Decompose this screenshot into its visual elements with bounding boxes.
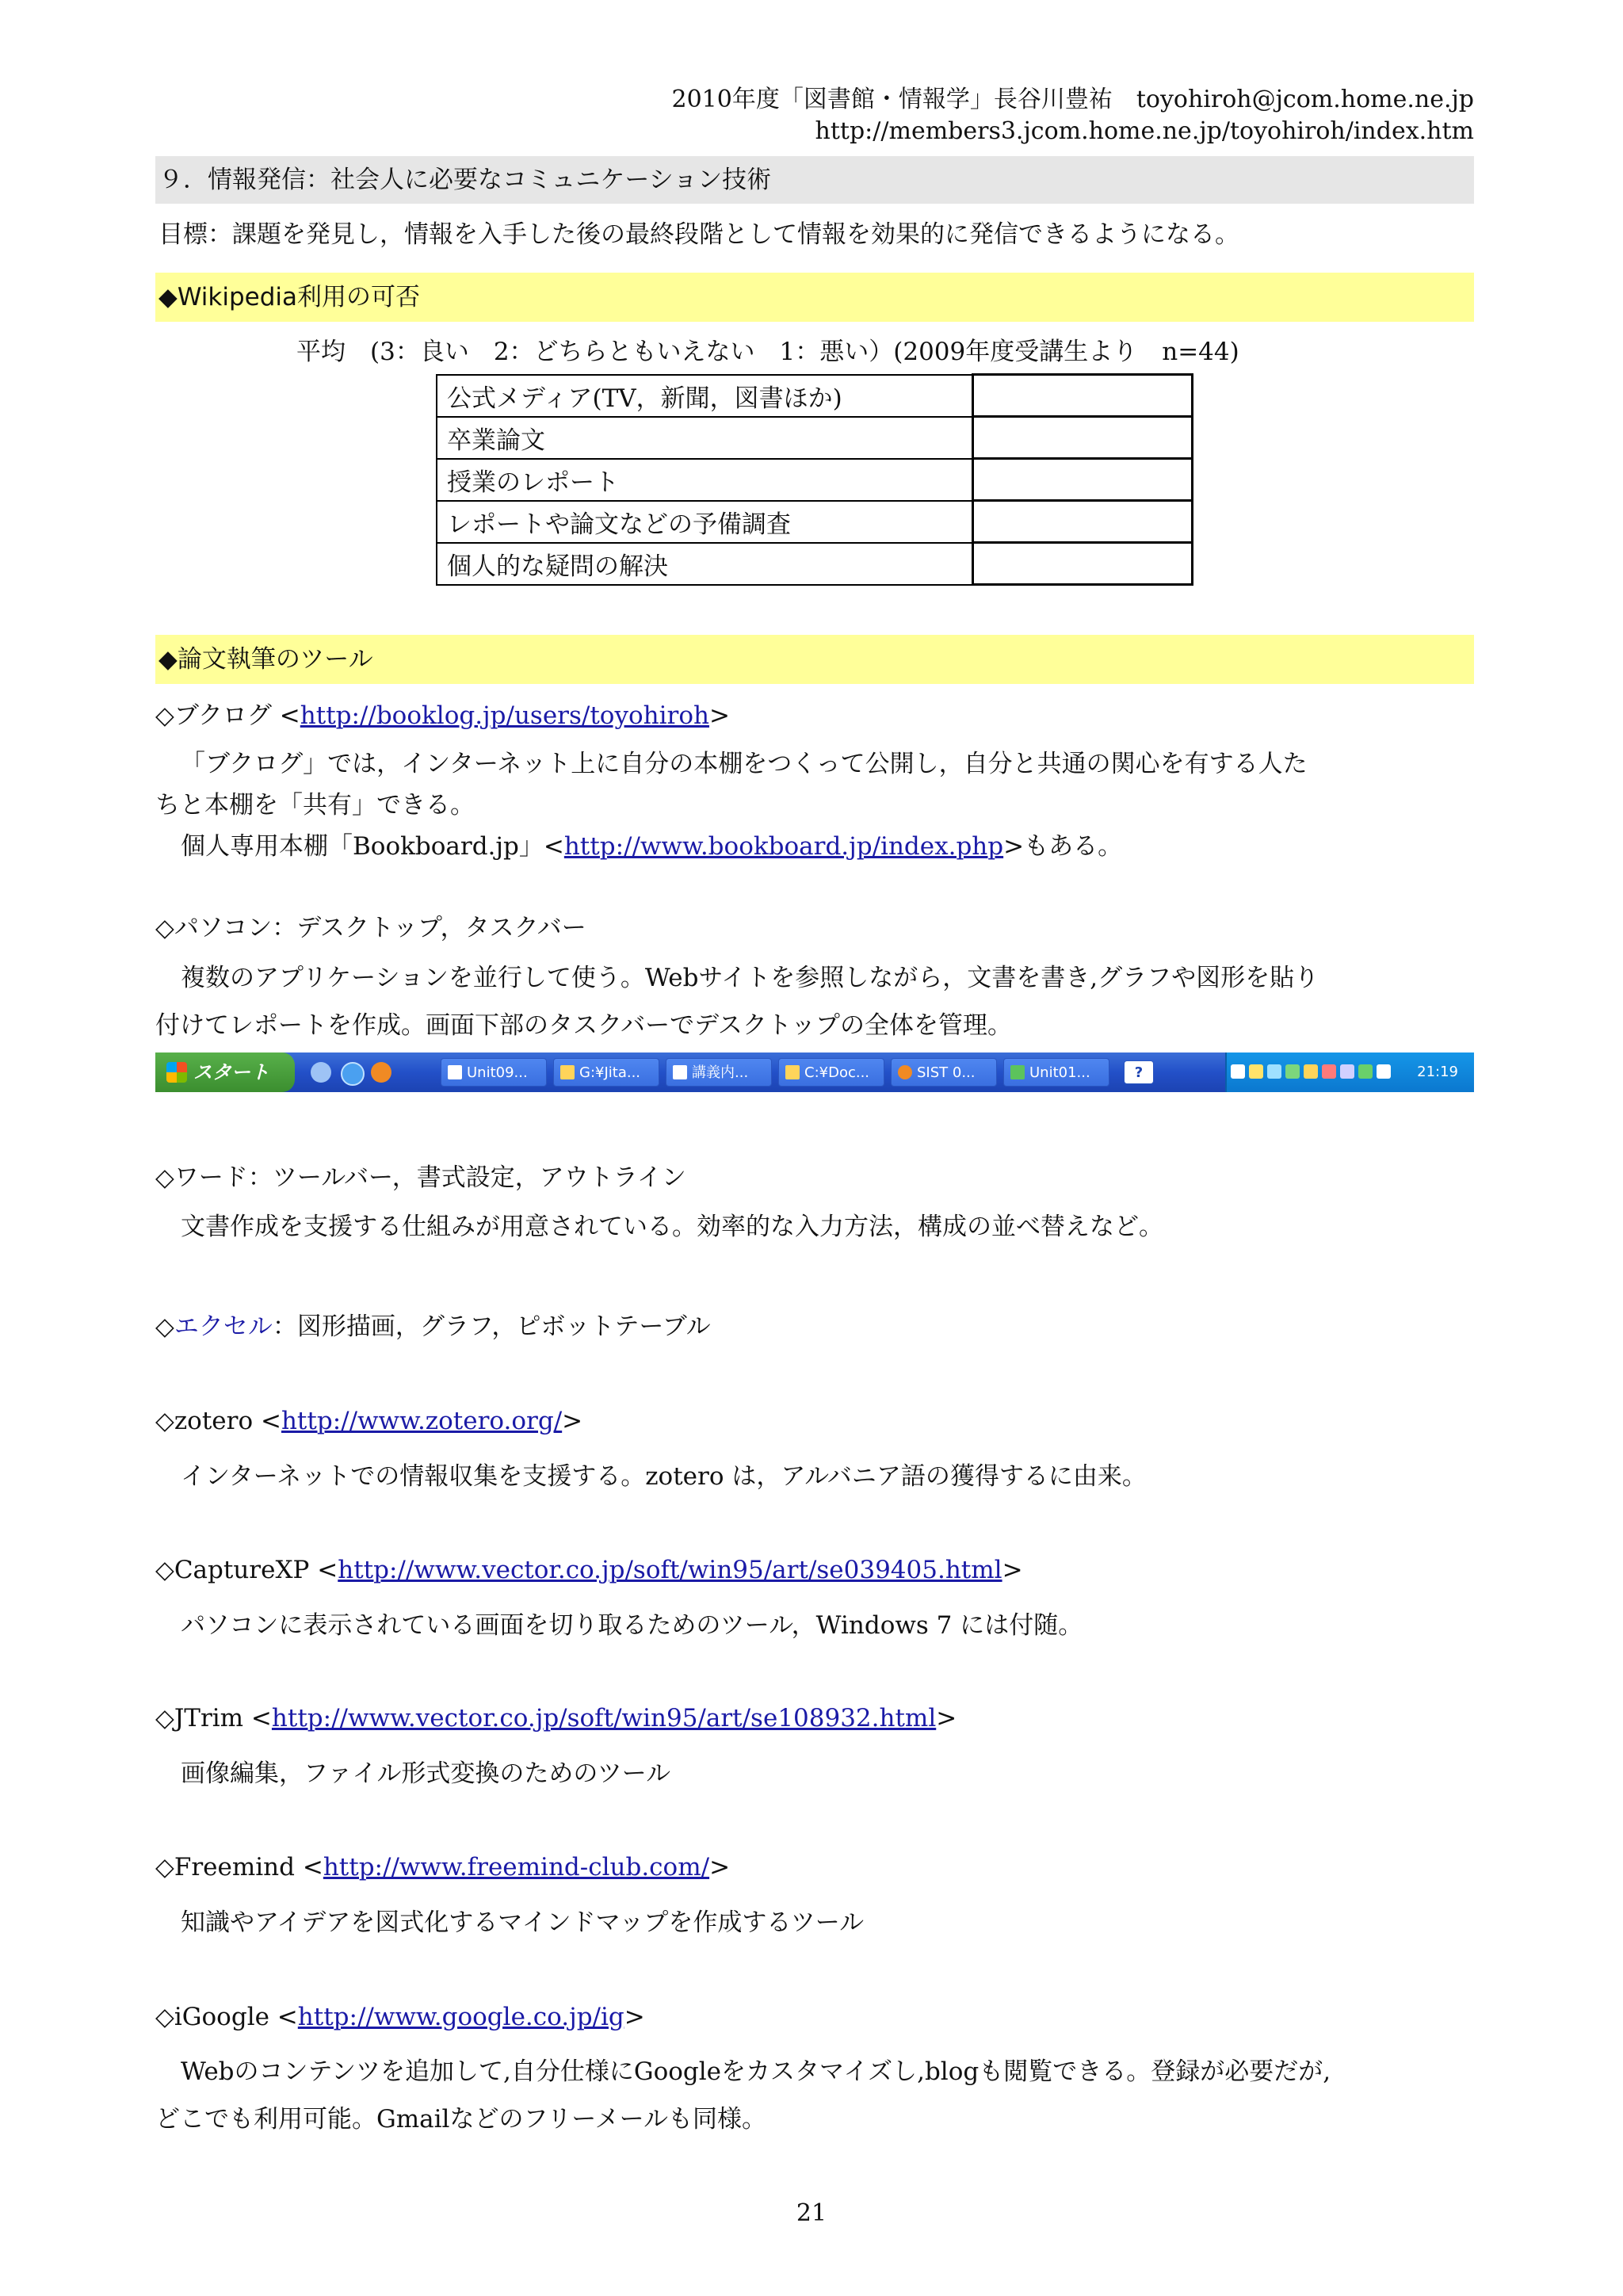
section-title: ９．情報発信：社会人に必要なコミュニケーション技術 — [155, 156, 1474, 204]
jtrim-entry: ◇JTrim <http://www.vector.co.jp/soft/win95/art/se108932.html> — [155, 1704, 957, 1733]
booklog-desc-2: ちと本棚を「共有」できる。 — [155, 791, 475, 819]
bookboard-label: 個人専用本棚「Bookboard.jp」 — [181, 832, 544, 861]
firefox-icon — [898, 1065, 912, 1079]
header-author-line: 2010年度「図書館・情報学」長谷川豊祐 toyohiroh@jcom.home.ne.jp — [671, 86, 1474, 113]
taskbar-item-label: G:¥Jita... — [579, 1064, 641, 1081]
page-number: 21 — [796, 2199, 827, 2227]
taskbar-item-label: Unit01... — [1029, 1064, 1090, 1081]
tray-icon[interactable] — [1267, 1064, 1281, 1079]
wikipedia-heading: ◆Wikipedia利用の可否 — [155, 273, 1474, 322]
zotero-name: ◇zotero — [155, 1407, 254, 1435]
taskbar-item[interactable] — [778, 1058, 884, 1087]
folder-icon — [560, 1065, 575, 1079]
wikipedia-scale-note: 平均 (3：良い 2：どちらともいえない 1：悪い）(2009年度受講生より n=44) — [296, 338, 1239, 366]
jtrim-link[interactable]: http://www.vector.co.jp/soft/win95/art/se108932.html — [271, 1704, 937, 1733]
rating-value-cell — [973, 501, 1193, 543]
zotero-entry: ◇zotero <http://www.zotero.org/> — [155, 1407, 583, 1435]
taskbar-item[interactable] — [666, 1058, 772, 1087]
word-desc: 文書作成を支援する仕組みが用意されている。効率的な入力方法，構成の並べ替えなど。 — [181, 1213, 1163, 1241]
igoogle-desc-1: Webのコンテンツを追加して,自分仕様にGoogleをカスタマイズし,blogも閲覧できる。登録が必要だが, — [181, 2057, 1331, 2086]
header-url-line: http://members3.jcom.home.ne.jp/toyohiroh/index.htm — [815, 117, 1474, 145]
capturexp-name: ◇CaptureXP — [155, 1556, 310, 1584]
tray-icon[interactable] — [1340, 1064, 1354, 1079]
word-doc-icon — [448, 1065, 462, 1079]
rating-label: 個人的な疑問の解決 — [437, 543, 973, 585]
table-row — [437, 459, 1193, 501]
ie-icon[interactable] — [341, 1062, 365, 1086]
rating-value-cell — [973, 459, 1193, 501]
taskbar-item-label: 講義内... — [692, 1064, 749, 1081]
excel-name: エクセル — [174, 1312, 273, 1341]
word-doc-icon — [673, 1065, 687, 1079]
taskbar-item[interactable] — [441, 1058, 547, 1087]
bookboard-entry: 個人専用本棚「Bookboard.jp」<http://www.bookboard.jp/index.php>もある。 — [181, 832, 1123, 861]
taskbar-item-label: C:¥Doc... — [804, 1064, 870, 1081]
taskbar-item[interactable] — [891, 1058, 997, 1087]
table-row — [437, 417, 1193, 459]
tray-icon[interactable] — [1358, 1064, 1373, 1079]
rating-label: 公式メディア(TV，新聞，図書ほか) — [437, 375, 973, 417]
igoogle-desc-2: どこでも利用可能。Gmailなどのフリーメールも同様。 — [155, 2105, 767, 2134]
freemind-name: ◇Freemind — [155, 1853, 295, 1881]
bookboard-suffix: もある。 — [1024, 832, 1123, 861]
start-button[interactable] — [155, 1052, 295, 1092]
system-tray — [1225, 1052, 1474, 1092]
desktop-icon[interactable] — [311, 1062, 331, 1083]
table-row — [437, 543, 1193, 585]
rating-label: レポートや論文などの予備調査 — [437, 501, 973, 543]
taskbar-item[interactable] — [1003, 1058, 1109, 1087]
rating-value-cell — [973, 543, 1193, 585]
tray-icon[interactable] — [1285, 1064, 1300, 1079]
help-button[interactable]: ? — [1124, 1060, 1154, 1084]
excel-entry — [155, 1306, 711, 1342]
igoogle-name: ◇iGoogle — [155, 2003, 269, 2031]
rating-value-cell — [973, 375, 1193, 417]
booklog-name: ◇ブクログ — [155, 701, 272, 730]
capturexp-entry: ◇CaptureXP <http://www.vector.co.jp/soft/win95/art/se039405.html> — [155, 1556, 1023, 1584]
taskbar-item-label: SIST 0... — [917, 1064, 976, 1081]
pc-desc-1: 複数のアプリケーションを並行して使う。Webサイトを参照しながら，文書を書き,グラフや図形を貼り — [181, 964, 1319, 992]
windows-logo-icon — [166, 1062, 187, 1083]
zotero-desc: インターネットでの情報収集を支援する。zotero は，アルバニア語の獲得するに由来。 — [181, 1462, 1147, 1491]
capturexp-desc: パソコンに表示されている画面を切り取るためのツール，Windows 7 には付随。 — [181, 1611, 1083, 1640]
rating-value-cell — [973, 417, 1193, 459]
booklog-entry: ◇ブクログ <http://booklog.jp/users/toyohiroh> — [155, 701, 730, 730]
booklog-link[interactable]: http://booklog.jp/users/toyohiroh — [300, 701, 709, 730]
rating-label: 授業のレポート — [437, 459, 973, 501]
word-entry: ◇ワード：ツールバー，書式設定，アウトライン — [155, 1163, 686, 1192]
excel-icon — [1010, 1065, 1025, 1079]
jtrim-name: ◇JTrim — [155, 1704, 244, 1733]
tray-icon[interactable] — [1231, 1064, 1245, 1079]
taskbar-screenshot — [155, 1052, 1474, 1092]
bookboard-link[interactable]: http://www.bookboard.jp/index.php — [563, 832, 1004, 861]
tools-heading: ◆論文執筆のツール — [155, 635, 1474, 684]
start-label: スタート — [193, 1061, 269, 1083]
freemind-link[interactable]: http://www.freemind-club.com/ — [323, 1853, 710, 1881]
jtrim-desc: 画像編集，ファイル形式変換のためのツール — [181, 1759, 671, 1788]
table-row — [437, 501, 1193, 543]
tray-icon[interactable] — [1322, 1064, 1336, 1079]
excel-features: ：図形描画，グラフ，ピボットテーブル — [272, 1312, 711, 1341]
taskbar-item-label: Unit09... — [467, 1064, 528, 1081]
taskbar-item[interactable] — [553, 1058, 659, 1087]
rating-label: 卒業論文 — [437, 417, 973, 459]
capturexp-link[interactable]: http://www.vector.co.jp/soft/win95/art/se039405.html — [338, 1556, 1002, 1584]
tray-icon[interactable] — [1377, 1064, 1391, 1079]
pc-desc-2: 付けてレポートを作成。画面下部のタスクバーでデスクトップの全体を管理。 — [155, 1011, 1012, 1040]
freemind-entry: ◇Freemind <http://www.freemind-club.com/> — [155, 1853, 731, 1881]
tray-icon[interactable] — [1249, 1064, 1263, 1079]
folder-icon — [785, 1065, 800, 1079]
excel-bullet: ◇ — [155, 1312, 174, 1341]
booklog-desc-1: 「ブクログ」では，インターネット上に自分の本棚をつくって公開し，自分と共通の関心を有する人た — [181, 750, 1308, 778]
freemind-desc: 知識やアイデアを図式化するマインドマップを作成するツール — [181, 1908, 865, 1937]
section-goal: 目標：課題を発見し，情報を入手した後の最終段階として情報を効果的に発信できるようになる。 — [158, 220, 1239, 249]
tray-icon[interactable] — [1304, 1064, 1318, 1079]
igoogle-link[interactable]: http://www.google.co.jp/ig — [297, 2003, 624, 2031]
firefox-icon[interactable] — [371, 1062, 391, 1083]
wikipedia-rating-table — [436, 373, 1193, 586]
clock: 21:19 — [1417, 1064, 1458, 1080]
pc-entry: ◇パソコン：デスクトップ，タスクバー — [155, 914, 586, 942]
table-row — [437, 375, 1193, 417]
igoogle-entry: ◇iGoogle <http://www.google.co.jp/ig> — [155, 2003, 645, 2031]
zotero-link[interactable]: http://www.zotero.org/ — [281, 1407, 563, 1435]
